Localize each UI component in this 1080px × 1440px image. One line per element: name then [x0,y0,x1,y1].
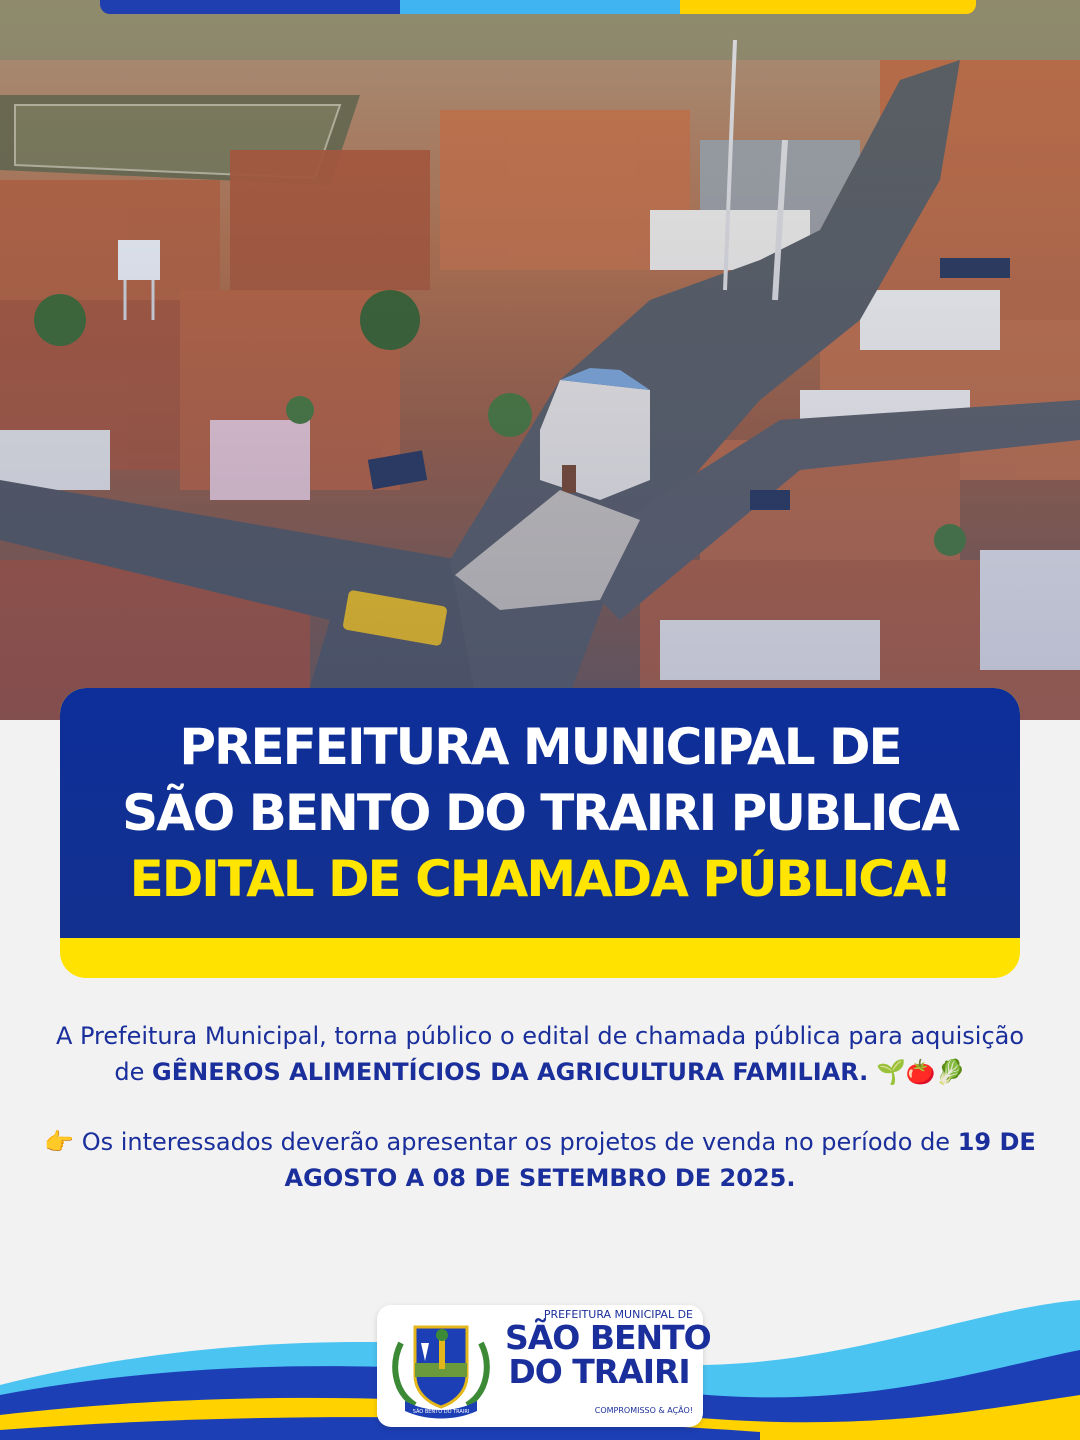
municipal-logo [377,1305,711,1427]
announcement-body [40,1018,1040,1196]
crest-banner-text: SÃO BENTO DO TRAIRI [412,1409,470,1415]
vegetables-emoji-icon: 🌱🍅🥬 [875,1058,966,1086]
headline-line-3: EDITAL DE CHAMADA PÚBLICA! [129,850,951,908]
top-stripe-light-blue [400,0,680,14]
pointing-hand-icon: 👉 [44,1128,75,1156]
logo-city-name-line-1: SÃO BENTO [505,1318,711,1357]
paragraph-2-dates: 19 DE AGOSTO A 08 DE SETEMBRO DE 2025. [284,1128,1036,1192]
logo-prefeitura-text: PREFEITURA MUNICIPAL DE [543,1308,693,1321]
paragraph-1-text: A Prefeitura Municipal, torna público o edital de chamada pública para aquisição de [55,1022,1025,1086]
top-stripe-blue [100,0,400,14]
paragraph-1 [40,1018,1040,1090]
headline-navy-panel [60,688,1020,938]
headline-line-2: SÃO BENTO DO TRAIRI PUBLICA [122,784,958,842]
paragraph-2-text: Os interessados deverão apresentar os projetos de venda no período de [81,1128,951,1156]
coat-of-arms-icon [387,1313,495,1421]
headline-card [60,688,1020,978]
paragraph-2 [40,1124,1040,1196]
paragraph-1-bold: GÊNEROS ALIMENTÍCIOS DA AGRICULTURA FAMILIAR. [152,1058,869,1086]
logo-city-name-line-2: DO TRAIRI [508,1352,690,1391]
headline-line-1: PREFEITURA MUNICIPAL DE [179,718,901,776]
top-stripe-yellow [680,0,976,14]
logo-slogan: COMPROMISSO & AÇÃO! [594,1406,693,1415]
